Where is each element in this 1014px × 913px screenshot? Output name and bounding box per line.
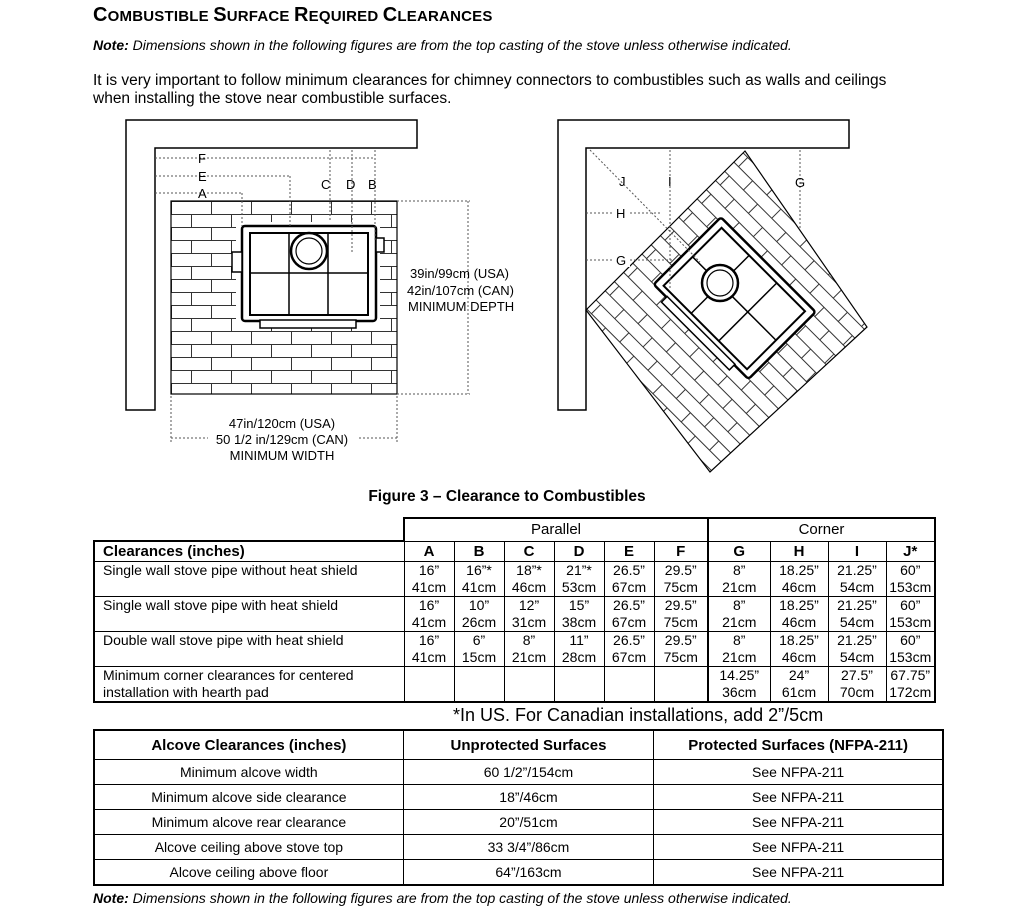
value-inches: 21.25” (837, 561, 877, 578)
unprotected-header: Unprotected Surfaces (403, 730, 653, 760)
label-e: E (198, 169, 207, 184)
label-a: A (198, 186, 207, 201)
value-cm: 70cm (839, 683, 875, 700)
table-cell: Alcove ceiling above floor (94, 860, 403, 886)
label-c: C (321, 177, 331, 192)
value-inches: 8” (733, 561, 746, 578)
value-cm: 31cm (511, 613, 547, 630)
table-cell: 60 1/2”/154cm (403, 760, 653, 785)
table-cell (770, 596, 828, 631)
table-cell (404, 666, 454, 702)
value-cm: 46cm (781, 578, 817, 595)
row-label-line: Minimum corner clearances for centered (103, 666, 354, 683)
value-inches: 27.5” (841, 666, 873, 683)
table-cell: Minimum alcove width (94, 760, 403, 785)
table-row (94, 785, 943, 810)
table-cell (454, 596, 504, 631)
value-inches: 11” (569, 631, 589, 648)
value-inches: 24” (788, 666, 810, 683)
value-inches: 6” (472, 631, 486, 648)
figure-caption: Figure 3 – Clearance to Combustibles (368, 488, 646, 505)
corner-installation-diagram (558, 120, 867, 472)
clearances-header: Clearances (inches) (94, 541, 404, 561)
value-inches: 18.25” (779, 596, 819, 613)
table-row (94, 561, 935, 596)
table-cell (504, 561, 554, 596)
table-cell (886, 631, 935, 666)
group-corner: Corner (708, 518, 935, 541)
table-cell (886, 666, 935, 702)
table-cell (554, 631, 604, 666)
value-cm: 54cm (839, 613, 875, 630)
table-cell: Minimum alcove side clearance (94, 785, 403, 810)
value-cm: 21cm (722, 578, 757, 595)
col-f: F (654, 541, 708, 561)
stove-top-view (232, 222, 384, 328)
table-row (94, 860, 943, 886)
value-cm: 153cm (889, 578, 932, 595)
label-h: H (616, 206, 626, 221)
value-cm: 26cm (461, 613, 497, 630)
table-cell (654, 631, 708, 666)
value-cm: 46cm (511, 578, 547, 595)
value-cm: 67cm (611, 578, 647, 595)
value-cm: 54cm (839, 648, 875, 665)
value-cm: 15cm (461, 648, 497, 665)
value-cm: 53cm (561, 578, 597, 595)
table-cell (828, 631, 886, 666)
parallel-installation-diagram (126, 120, 514, 463)
note-text: Dimensions shown in the following figures are from the top casting of the stove unless otherwise indicated. (128, 37, 792, 53)
table-cell (454, 666, 504, 702)
table-cell (770, 666, 828, 702)
table-cell (404, 631, 454, 666)
value-inches: 26.5” (613, 631, 645, 648)
table-cell (828, 561, 886, 596)
clearance-diagram (0, 110, 1014, 485)
top-note (93, 37, 792, 53)
value-inches: 67.75” (890, 666, 931, 683)
value-cm: 46cm (781, 613, 817, 630)
value-inches: 26.5” (613, 596, 645, 613)
value-cm: 46cm (781, 648, 817, 665)
alcove-header: Alcove Clearances (inches) (94, 730, 403, 760)
footer-note-label: Note: (93, 890, 129, 906)
table-cell (654, 561, 708, 596)
label-b: B (368, 177, 377, 192)
table-cell (604, 561, 654, 596)
depth-label: MINIMUM DEPTH (408, 299, 515, 314)
table-cell (654, 596, 708, 631)
value-inches: 21.25” (837, 631, 877, 648)
value-cm: 153cm (889, 648, 932, 665)
table-cell: See NFPA-211 (654, 810, 943, 835)
value-inches: 8” (522, 631, 536, 648)
value-inches: 21.25” (837, 596, 877, 613)
value-inches: 16”* (466, 561, 492, 578)
table-cell (604, 596, 654, 631)
value-cm: 41cm (411, 648, 447, 665)
depth-can: 42in/107cm (CAN) (407, 283, 514, 298)
col-g: G (708, 541, 770, 561)
value-cm: 75cm (663, 578, 698, 595)
value-inches: 14.25” (719, 666, 760, 683)
table-cell: 18”/46cm (403, 785, 653, 810)
footer-note-text: Dimensions shown in the following figures are from the top casting of the stove unless otherwise indicated. (128, 890, 792, 906)
col-i: I (828, 541, 886, 561)
col-b: B (454, 541, 504, 561)
table-row (94, 666, 935, 702)
value-cm: 75cm (663, 648, 698, 665)
table-cell (454, 561, 504, 596)
value-cm: 67cm (611, 648, 647, 665)
value-inches: 18”* (516, 561, 542, 578)
value-inches: 60” (900, 596, 921, 613)
table-cell (828, 596, 886, 631)
width-label: MINIMUM WIDTH (229, 448, 335, 463)
table-cell: 33 3/4”/86cm (403, 835, 653, 860)
value-inches: 16” (418, 561, 440, 578)
table-cell (708, 666, 770, 702)
col-h: H (770, 541, 828, 561)
table-cell: Alcove ceiling above stove top (94, 835, 403, 860)
page-title: COMBUSTIBLE SURFACE REQUIRED CLEARANCES (93, 4, 493, 26)
value-inches: 16” (418, 631, 440, 648)
canadian-footnote: *In US. For Canadian installations, add 2”/5cm (453, 705, 824, 725)
value-cm: 75cm (663, 613, 698, 630)
value-cm: 21cm (511, 648, 547, 665)
table-cell (554, 561, 604, 596)
row-label: Single wall stove pipe without heat shield (94, 561, 404, 596)
table-cell (886, 561, 935, 596)
col-c: C (504, 541, 554, 561)
value-cm: 21cm (722, 613, 757, 630)
value-inches: 8” (733, 631, 746, 648)
value-inches: 12” (518, 596, 540, 613)
table-cell: 20”/51cm (403, 810, 653, 835)
value-cm: 54cm (839, 578, 875, 595)
table-cell (554, 596, 604, 631)
value-cm: 153cm (889, 613, 932, 630)
table-cell (654, 666, 708, 702)
table-cell (554, 666, 604, 702)
value-cm: 41cm (411, 578, 447, 595)
table-cell (604, 666, 654, 702)
col-a: A (404, 541, 454, 561)
value-inches: 8” (733, 596, 746, 613)
table-cell (504, 596, 554, 631)
value-inches: 26.5” (613, 561, 645, 578)
value-inches: 60” (900, 561, 921, 578)
table-row (94, 596, 935, 631)
value-inches: 16” (418, 596, 440, 613)
value-inches: 15” (568, 596, 590, 613)
table-cell (828, 666, 886, 702)
col-e: E (604, 541, 654, 561)
table-cell (404, 561, 454, 596)
value-inches: 29.5” (664, 631, 697, 648)
table-cell (708, 561, 770, 596)
table-cell (604, 631, 654, 666)
table-cell (770, 561, 828, 596)
clearances-table (93, 517, 936, 703)
col-j: J* (886, 541, 935, 561)
value-inches: 18.25” (779, 561, 819, 578)
table-row (94, 810, 943, 835)
value-cm: 41cm (411, 613, 447, 630)
value-inches: 10” (468, 596, 490, 613)
label-g-side: G (616, 253, 627, 268)
row-label: Double wall stove pipe with heat shield (94, 631, 404, 666)
table-cell (770, 631, 828, 666)
width-usa: 47in/120cm (USA) (228, 416, 336, 431)
value-cm: 21cm (722, 648, 757, 665)
row-label (94, 666, 404, 702)
row-label: Single wall stove pipe with heat shield (94, 596, 404, 631)
table-row (94, 760, 943, 785)
value-cm: 41cm (461, 578, 497, 595)
label-j: J (619, 174, 626, 189)
table-cell (504, 666, 554, 702)
bottom-note (93, 890, 792, 906)
value-cm: 28cm (561, 648, 597, 665)
label-d: D (346, 177, 356, 192)
table-cell: See NFPA-211 (654, 785, 943, 810)
value-inches: 29.5” (664, 596, 697, 613)
table-cell (454, 631, 504, 666)
table-cell (504, 631, 554, 666)
value-inches: 21”* (566, 561, 592, 578)
protected-header: Protected Surfaces (NFPA-211) (654, 730, 943, 760)
alcove-table (93, 729, 944, 886)
table-cell (708, 631, 770, 666)
table-cell (404, 596, 454, 631)
col-d: D (554, 541, 604, 561)
intro-paragraph: It is very important to follow minimum clearances for chimney connectors to combustibles such as walls and ceilings when installing the stove near combustible surfaces. (93, 72, 887, 107)
label-g-top: G (795, 175, 806, 190)
value-inches: 18.25” (779, 631, 819, 648)
value-cm: 67cm (611, 613, 647, 630)
table-cell: See NFPA-211 (654, 860, 943, 886)
group-parallel: Parallel (404, 518, 708, 541)
value-cm: 61cm (781, 683, 817, 700)
table-row (94, 835, 943, 860)
table-cell (886, 596, 935, 631)
label-f: F (198, 151, 206, 166)
value-inches: 60” (900, 631, 921, 648)
table-cell: 64”/163cm (403, 860, 653, 886)
table-cell: See NFPA-211 (654, 835, 943, 860)
value-cm: 172cm (889, 683, 932, 700)
depth-usa: 39in/99cm (USA) (410, 266, 509, 281)
row-label-line: installation with hearth pad (103, 683, 269, 700)
value-inches: 29.5” (664, 561, 697, 578)
value-cm: 36cm (722, 683, 757, 700)
table-cell: See NFPA-211 (654, 760, 943, 785)
note-label: Note: (93, 37, 129, 53)
table-cell: Minimum alcove rear clearance (94, 810, 403, 835)
width-can: 50 1/2 in/129cm (CAN) (215, 432, 349, 447)
table-cell (708, 596, 770, 631)
value-cm: 38cm (561, 613, 597, 630)
table-row (94, 631, 935, 666)
label-i: I (668, 174, 672, 189)
